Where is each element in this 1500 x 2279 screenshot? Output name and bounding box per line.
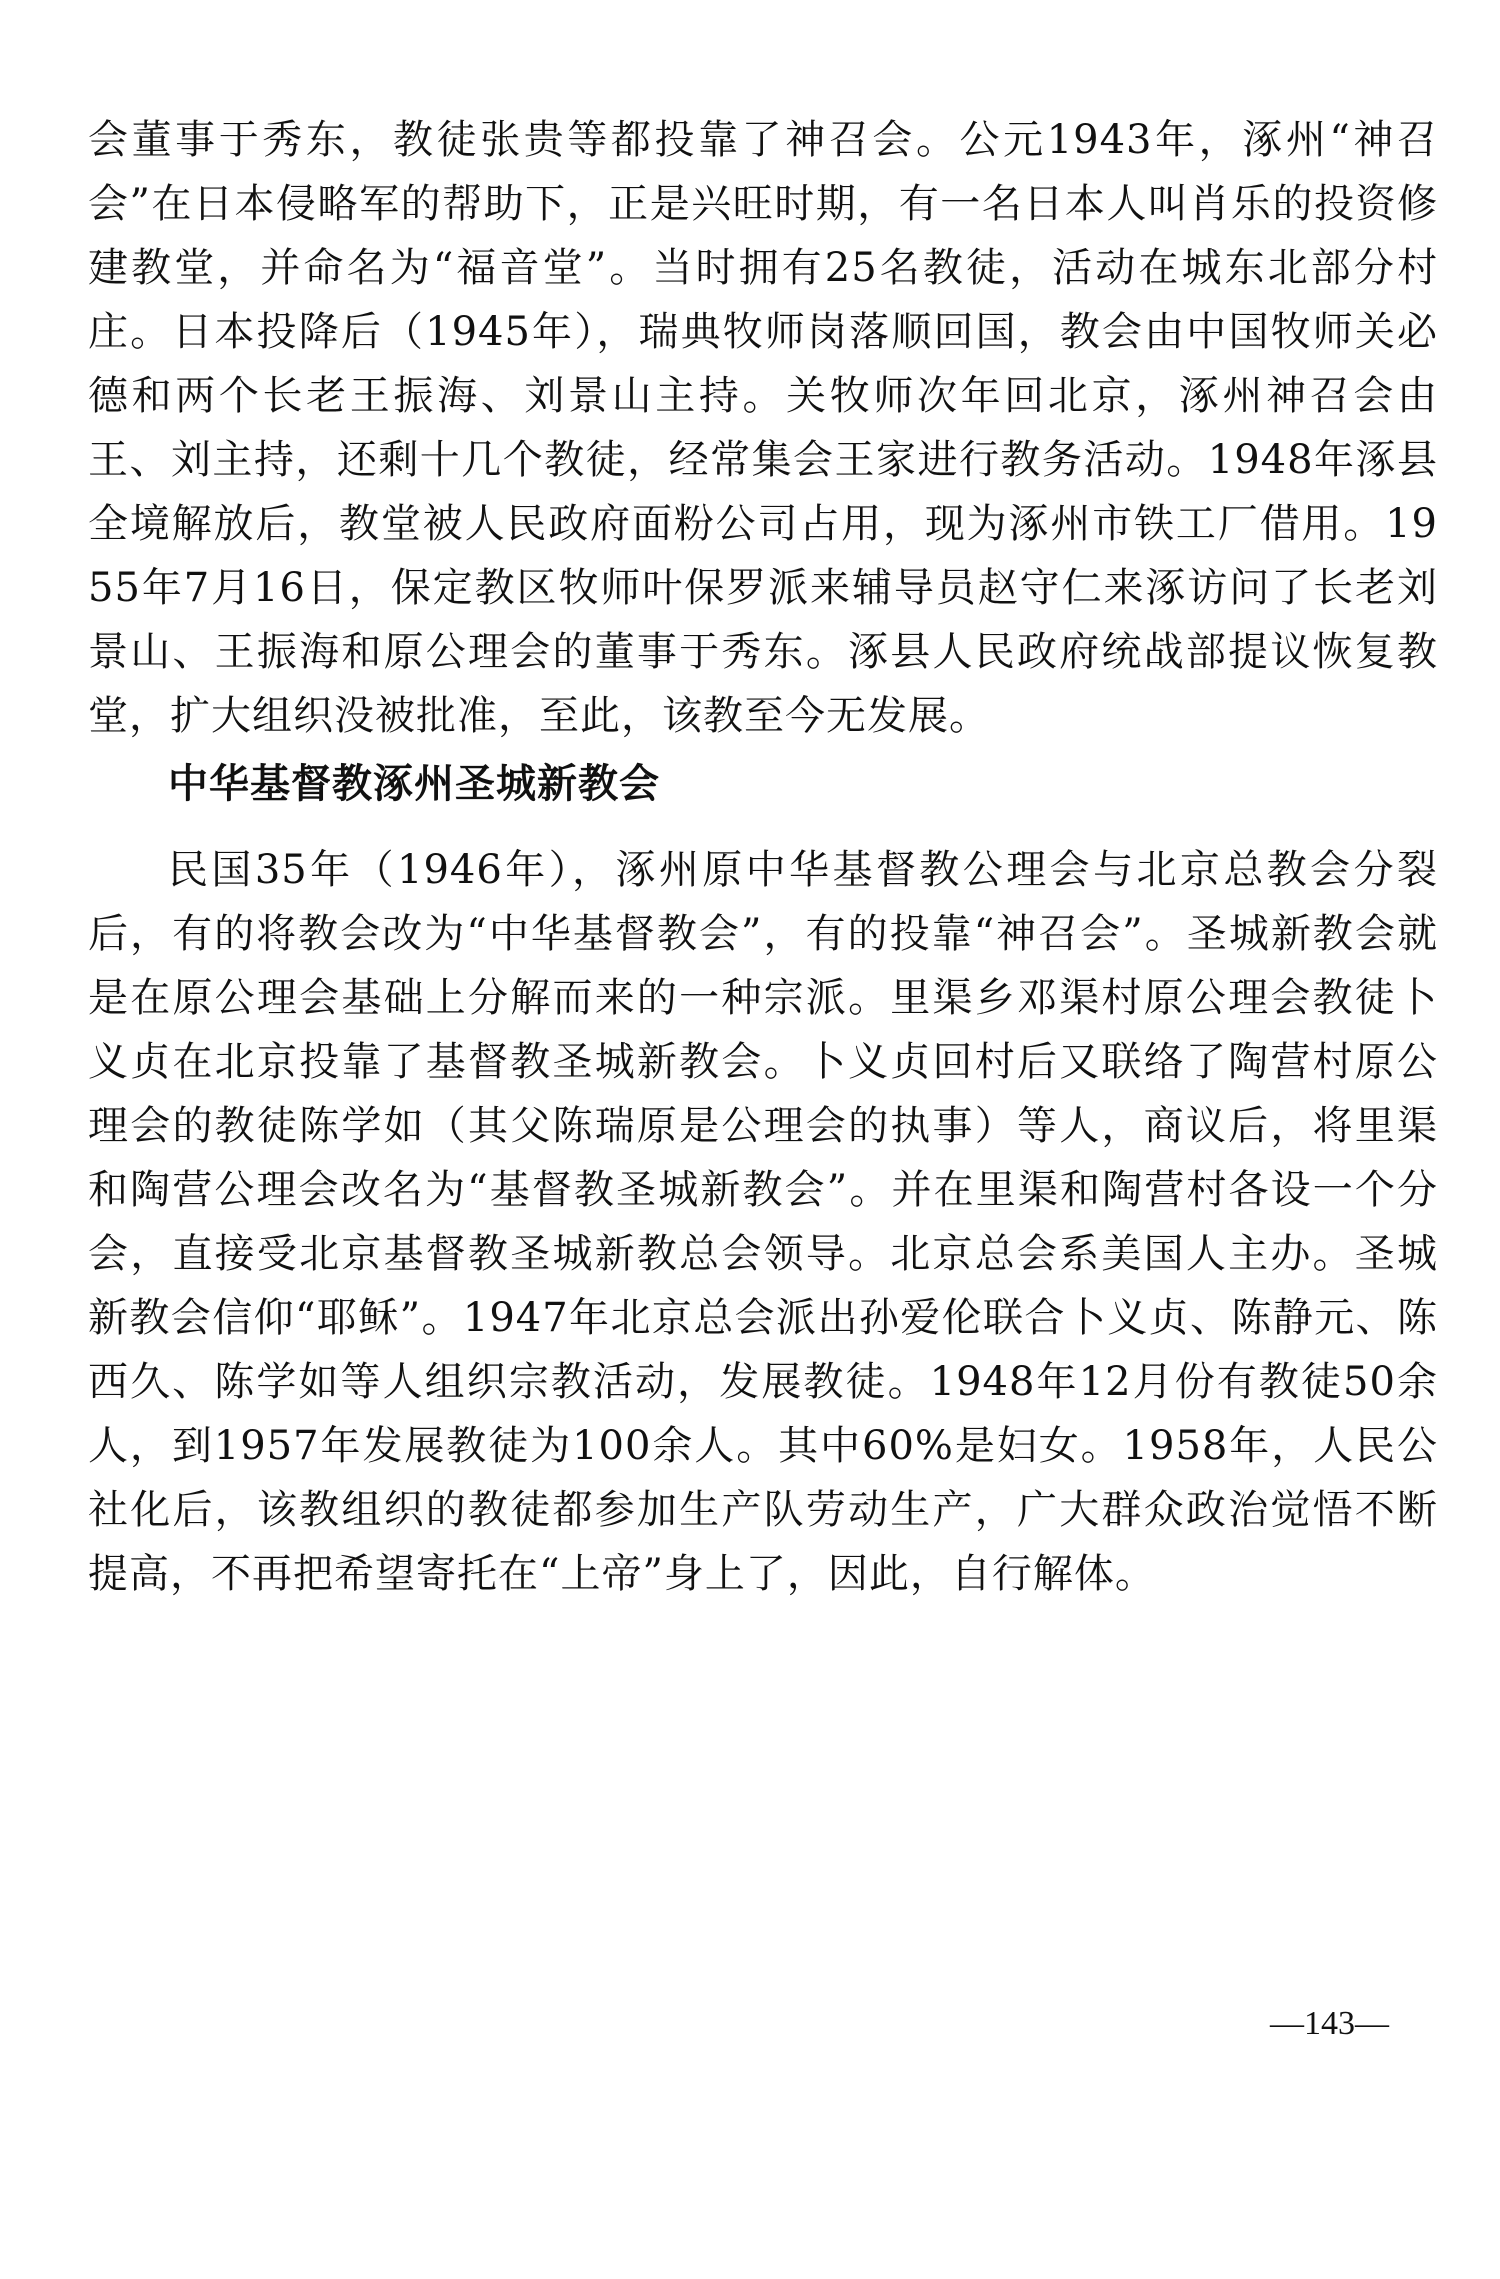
paragraph-shenzhaohui: 会董事于秀东，教徒张贵等都投靠了神召会。公元1943年，涿州“神召会”在日本侵略军的帮助下，正是兴旺时期，有一名日本人叫肖乐的投资修建教堂，并命名为“福音堂”。当时拥有25名教徒，活动在城东北部分村庄。日本投降后（1945年），瑞典牧师岗落顺回国，教会由中国牧师关必德和两个长老王振海、刘景山主持。关牧师次年回北京，涿州神召会由王、刘主持，还剩十几个教徒，经常集会王家进行教务活动。1948年涿县全境解放后，教堂被人民政府面粉公司占用，现为涿州市铁工厂借用。1955年7月16日，保定教区牧师叶保罗派来辅导员赵守仁来涿访问了长老刘景山、王振海和原公理会的董事于秀东。涿县人民政府统战部提议恢复教堂，扩大组织没被批准，至此，该教至今无发展。 [88,117,1438,739]
page-number: —143— [1270,2005,1389,2042]
section-heading: 中华基督教涿州圣城新教会 [168,761,660,807]
paragraph-shengcheng-church: 民国35年（1946年），涿州原中华基督教公理会与北京总教会分裂后，有的将教会改为“中华基督教会”，有的投靠“神召会”。圣城新教会就是在原公理会基础上分解而来的一种宗派。里渠乡邓渠村原公理会教徒卜义贞在北京投靠了基督教圣城新教会。卜义贞回村后又联络了陶营村原公理会的教徒陈学如（其父陈瑞原是公理会的执事）等人，商议后，将里渠和陶营公理会改名为“基督教圣城新教会”。并在里渠和陶营村各设一个分会，直接受北京基督教圣城新教总会领导。北京总会系美国人主办。圣城新教会信仰“耶稣”。1947年北京总会派出孙爱伦联合卜义贞、陈静元、陈西久、陈学如等人组织宗教活动，发展教徒。1948年12月份有教徒50余人，到1957年发展教徒为100余人。其中60%是妇女。1958年，人民公社化后，该教组织的教徒都参加生产队劳动生产，广大群众政治觉悟不断提高，不再把希望寄托在“上帝”身上了，因此，自行解体。 [88,847,1438,1597]
